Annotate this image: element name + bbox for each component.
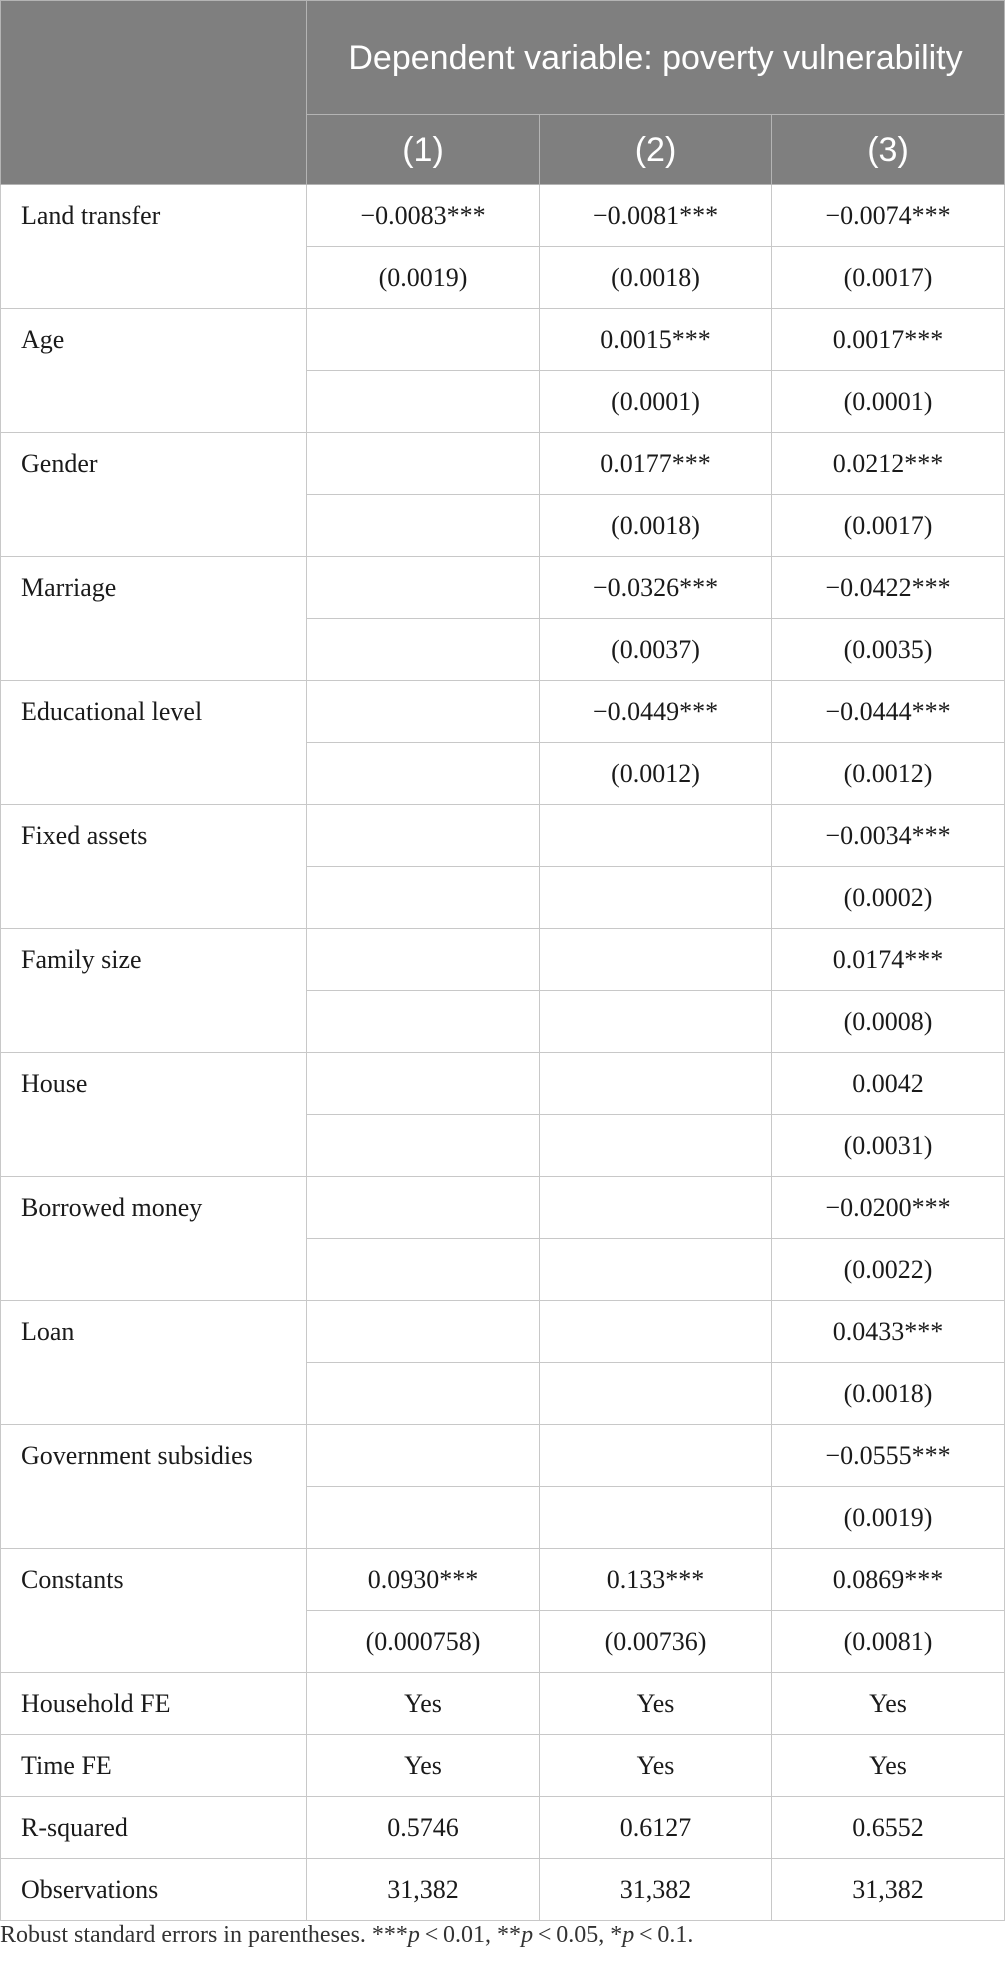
- coefficient-cell: −0.0200***: [772, 1177, 1005, 1239]
- standard-error-cell: [307, 495, 540, 557]
- coefficient-cell: 0.133***: [540, 1549, 772, 1611]
- summary-value-cell: 31,382: [307, 1859, 540, 1921]
- summary-value-cell: Yes: [540, 1735, 772, 1797]
- coefficient-cell: [307, 1301, 540, 1363]
- table-row-coefficient: [1, 681, 1005, 743]
- standard-error-cell: (0.00736): [540, 1611, 772, 1673]
- table-row-coefficient: [1, 1301, 1005, 1363]
- standard-error-cell: (0.0018): [772, 1363, 1005, 1425]
- standard-error-cell: (0.0019): [772, 1487, 1005, 1549]
- coefficient-cell: −0.0449***: [540, 681, 772, 743]
- coefficient-cell: 0.0212***: [772, 433, 1005, 495]
- coefficient-cell: [540, 929, 772, 991]
- coefficient-cell: −0.0326***: [540, 557, 772, 619]
- standard-error-cell: (0.0012): [772, 743, 1005, 805]
- coefficient-cell: [307, 1053, 540, 1115]
- summary-value-cell: 0.6127: [540, 1797, 772, 1859]
- footnote-p-symbol: p: [521, 1922, 534, 1948]
- standard-error-cell: (0.000758): [307, 1611, 540, 1673]
- coefficient-cell: −0.0555***: [772, 1425, 1005, 1487]
- standard-error-cell: [540, 1115, 772, 1177]
- standard-error-cell: [307, 1487, 540, 1549]
- variable-label: Constants: [1, 1549, 307, 1673]
- coefficient-cell: −0.0074***: [772, 185, 1005, 247]
- table-row-coefficient: [1, 433, 1005, 495]
- footnote-p-symbol: p: [622, 1922, 635, 1948]
- standard-error-cell: (0.0002): [772, 867, 1005, 929]
- standard-error-cell: [540, 1487, 772, 1549]
- coefficient-cell: −0.0422***: [772, 557, 1005, 619]
- footnote-threshold-1: < 0.01, **: [419, 1922, 522, 1948]
- coefficient-cell: 0.0017***: [772, 309, 1005, 371]
- standard-error-cell: [540, 1239, 772, 1301]
- standard-error-cell: (0.0037): [540, 619, 772, 681]
- coefficient-cell: [307, 1425, 540, 1487]
- standard-error-cell: (0.0019): [307, 247, 540, 309]
- coefficient-cell: [307, 805, 540, 867]
- coefficient-cell: [540, 1425, 772, 1487]
- footnote-p-symbol: p: [407, 1922, 420, 1948]
- column-header-2: (2): [540, 115, 772, 185]
- standard-error-cell: (0.0017): [772, 495, 1005, 557]
- standard-error-cell: (0.0018): [540, 495, 772, 557]
- coefficient-cell: 0.0015***: [540, 309, 772, 371]
- table-row-coefficient: [1, 309, 1005, 371]
- standard-error-cell: [307, 743, 540, 805]
- summary-value-cell: Yes: [307, 1673, 540, 1735]
- variable-label: Land transfer: [1, 185, 307, 309]
- header-corner: [1, 1, 307, 185]
- standard-error-cell: [307, 1239, 540, 1301]
- variable-label: Government subsidies: [1, 1425, 307, 1549]
- table-row-coefficient: [1, 1177, 1005, 1239]
- coefficient-cell: [540, 1053, 772, 1115]
- table-row-coefficient: [1, 557, 1005, 619]
- standard-error-cell: (0.0081): [772, 1611, 1005, 1673]
- coefficient-cell: [540, 1177, 772, 1239]
- summary-value-cell: 0.6552: [772, 1797, 1005, 1859]
- coefficient-cell: [307, 433, 540, 495]
- standard-error-cell: (0.0017): [772, 247, 1005, 309]
- standard-error-cell: [307, 1115, 540, 1177]
- coefficient-cell: [307, 557, 540, 619]
- summary-label: Observations: [1, 1859, 307, 1921]
- summary-label: R-squared: [1, 1797, 307, 1859]
- coefficient-cell: 0.0177***: [540, 433, 772, 495]
- table-row-summary: [1, 1797, 1005, 1859]
- column-header-3: (3): [772, 115, 1005, 185]
- summary-label: Time FE: [1, 1735, 307, 1797]
- variable-label: Loan: [1, 1301, 307, 1425]
- footnote-threshold-3: < 0.1.: [634, 1922, 694, 1948]
- coefficient-cell: 0.0433***: [772, 1301, 1005, 1363]
- table-row-coefficient: [1, 1425, 1005, 1487]
- summary-label: Household FE: [1, 1673, 307, 1735]
- coefficient-cell: 0.0174***: [772, 929, 1005, 991]
- variable-label: Marriage: [1, 557, 307, 681]
- variable-label: Age: [1, 309, 307, 433]
- table-row-summary: [1, 1859, 1005, 1921]
- footnote-threshold-2: < 0.05, *: [533, 1922, 623, 1948]
- coefficient-cell: −0.0083***: [307, 185, 540, 247]
- standard-error-cell: (0.0031): [772, 1115, 1005, 1177]
- table-row-coefficient: [1, 929, 1005, 991]
- summary-value-cell: 31,382: [772, 1859, 1005, 1921]
- table-footnote: [0, 1922, 693, 1949]
- table-header: [1, 1, 1005, 185]
- coefficient-cell: 0.0042: [772, 1053, 1005, 1115]
- standard-error-cell: [307, 867, 540, 929]
- standard-error-cell: [540, 991, 772, 1053]
- variable-label: Borrowed money: [1, 1177, 307, 1301]
- variable-label: Fixed assets: [1, 805, 307, 929]
- coefficient-cell: [307, 1177, 540, 1239]
- standard-error-cell: (0.0035): [772, 619, 1005, 681]
- table-body: [1, 185, 1005, 1921]
- standard-error-cell: (0.0001): [540, 371, 772, 433]
- table-row-coefficient: [1, 1549, 1005, 1611]
- summary-value-cell: 31,382: [540, 1859, 772, 1921]
- summary-value-cell: Yes: [540, 1673, 772, 1735]
- coefficient-cell: −0.0081***: [540, 185, 772, 247]
- summary-value-cell: Yes: [307, 1735, 540, 1797]
- coefficient-cell: −0.0034***: [772, 805, 1005, 867]
- footnote-prefix: Robust standard errors in parentheses. ***: [0, 1922, 408, 1948]
- standard-error-cell: (0.0018): [540, 247, 772, 309]
- coefficient-cell: [307, 681, 540, 743]
- column-header-1: (1): [307, 115, 540, 185]
- coefficient-cell: [307, 929, 540, 991]
- table-row-summary: [1, 1735, 1005, 1797]
- coefficient-cell: 0.0930***: [307, 1549, 540, 1611]
- coefficient-cell: [307, 309, 540, 371]
- standard-error-cell: [307, 371, 540, 433]
- coefficient-cell: 0.0869***: [772, 1549, 1005, 1611]
- summary-value-cell: 0.5746: [307, 1797, 540, 1859]
- standard-error-cell: [307, 1363, 540, 1425]
- summary-value-cell: Yes: [772, 1673, 1005, 1735]
- variable-label: Educational level: [1, 681, 307, 805]
- variable-label: Gender: [1, 433, 307, 557]
- table-row-coefficient: [1, 185, 1005, 247]
- summary-value-cell: Yes: [772, 1735, 1005, 1797]
- standard-error-cell: (0.0008): [772, 991, 1005, 1053]
- standard-error-cell: (0.0022): [772, 1239, 1005, 1301]
- coefficient-cell: [540, 805, 772, 867]
- table-row-coefficient: [1, 1053, 1005, 1115]
- variable-label: Family size: [1, 929, 307, 1053]
- variable-label: House: [1, 1053, 307, 1177]
- coefficient-cell: −0.0444***: [772, 681, 1005, 743]
- standard-error-cell: [307, 619, 540, 681]
- standard-error-cell: (0.0001): [772, 371, 1005, 433]
- table-row-coefficient: [1, 805, 1005, 867]
- standard-error-cell: [307, 991, 540, 1053]
- coefficient-cell: [540, 1301, 772, 1363]
- standard-error-cell: [540, 867, 772, 929]
- standard-error-cell: (0.0012): [540, 743, 772, 805]
- table-row-summary: [1, 1673, 1005, 1735]
- standard-error-cell: [540, 1363, 772, 1425]
- dependent-variable-header: Dependent variable: poverty vulnerability: [307, 1, 1005, 115]
